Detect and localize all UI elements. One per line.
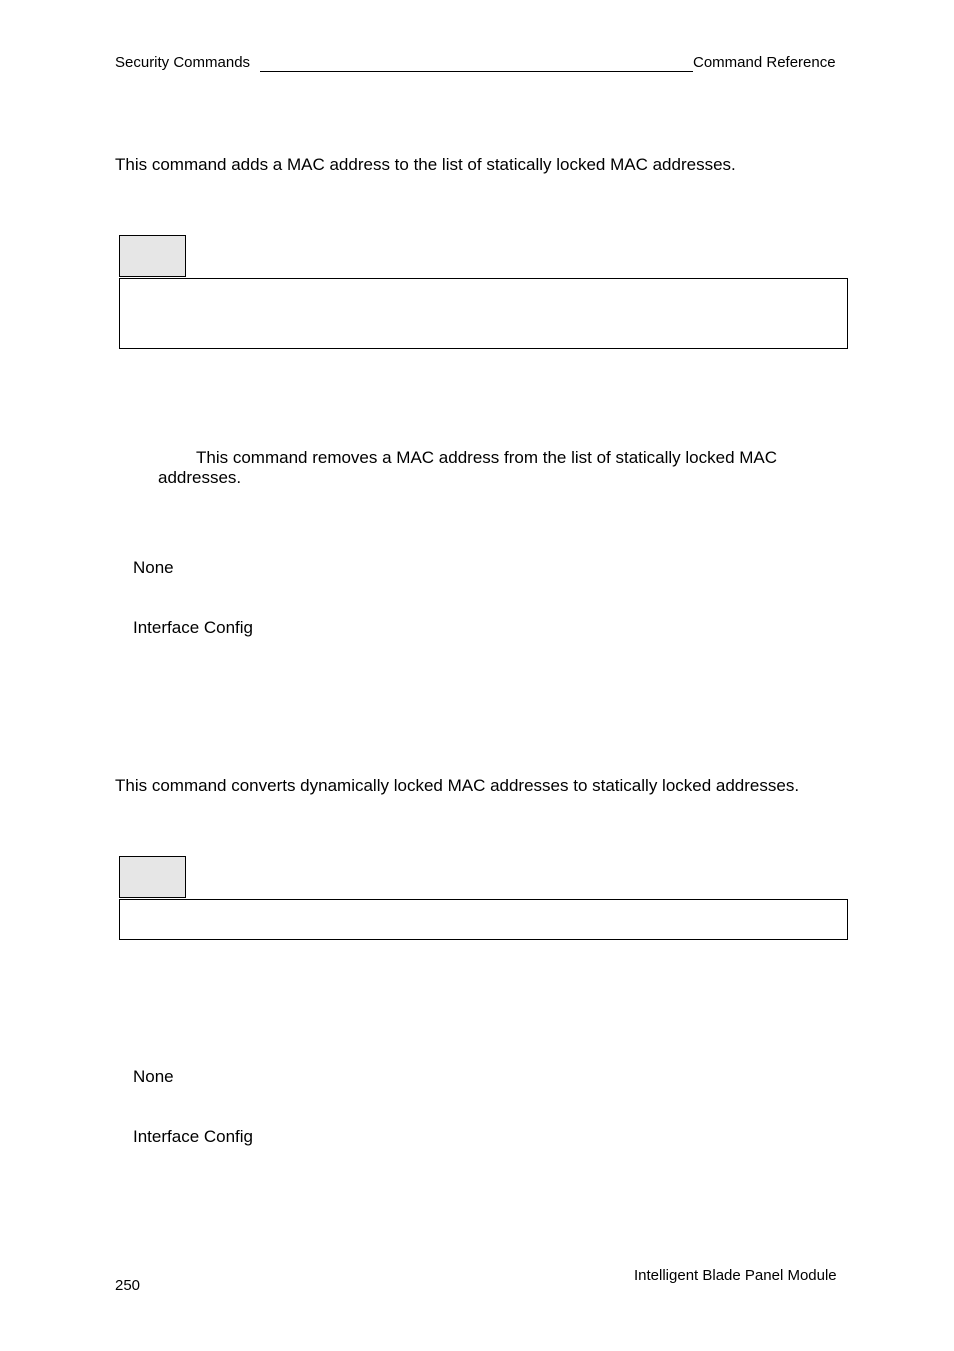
section-1-description: This command adds a MAC address to the list of statically locked MAC addresses. xyxy=(115,155,736,174)
section-2-description-line2: addresses. xyxy=(158,468,242,487)
footer-product-name: Intelligent Blade Panel Module xyxy=(634,1267,837,1284)
section-3-default-value: None xyxy=(133,1067,174,1086)
section-2-mode-value: Interface Config xyxy=(133,618,254,637)
header-rule xyxy=(260,71,693,72)
section-1-syntax-box xyxy=(119,278,848,349)
section-3-description: This command converts dynamically locked MAC addresses to statically locked addresses. xyxy=(115,776,800,795)
running-header-right: Command Reference xyxy=(693,54,836,71)
page-number: 250 xyxy=(115,1277,141,1294)
section-3-syntax-tab xyxy=(119,856,186,898)
section-1-syntax-tab xyxy=(119,235,186,277)
running-header-left: Security Commands xyxy=(115,54,251,71)
section-3-mode-value: Interface Config xyxy=(133,1127,254,1146)
section-2-description-line1: This command removes a MAC address from the list of statically locked MAC xyxy=(196,448,778,467)
section-3-syntax-box xyxy=(119,899,848,940)
section-2-default-value: None xyxy=(133,558,174,577)
